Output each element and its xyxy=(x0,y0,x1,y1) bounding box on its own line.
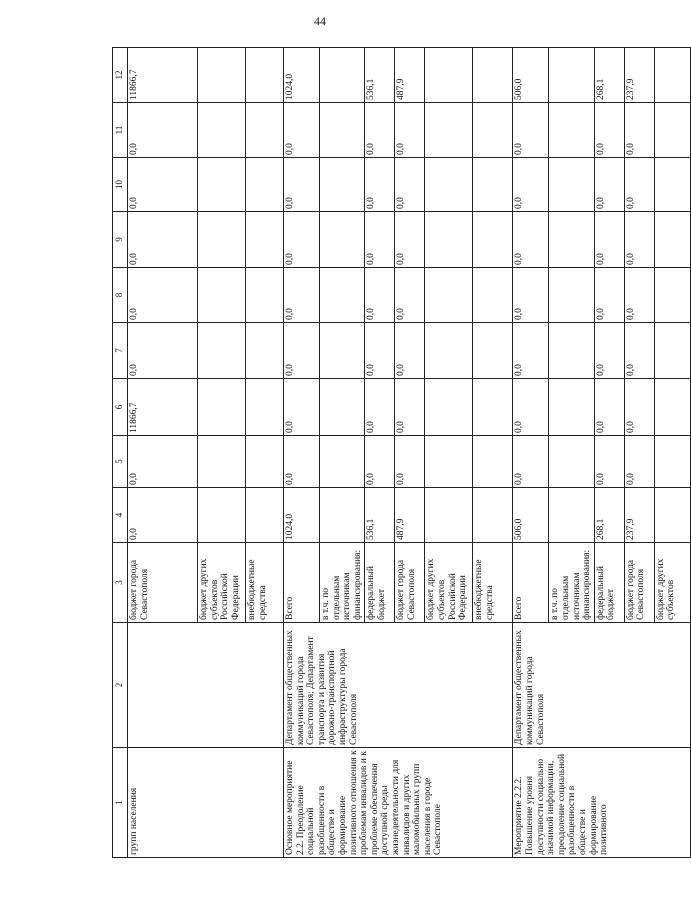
value-cell: 0,0 xyxy=(624,212,654,268)
value-cell: 0,0 xyxy=(624,158,654,212)
value-cell xyxy=(246,323,284,379)
value-cell: 0,0 xyxy=(284,323,320,379)
value-cell: 0,0 xyxy=(395,379,425,436)
value-cell xyxy=(320,488,365,543)
value-cell: 0,0 xyxy=(365,436,395,488)
value-cell xyxy=(425,379,473,436)
value-cell xyxy=(425,323,473,379)
value-cell xyxy=(425,436,473,488)
value-cell: 0,0 xyxy=(284,212,320,268)
value-cell: 0,0 xyxy=(128,268,198,323)
value-cell xyxy=(654,268,690,323)
measure-name-cell: групп населения xyxy=(128,748,284,858)
funding-source-cell: бюджет города Севастополя xyxy=(624,543,654,623)
value-cell xyxy=(654,48,690,103)
value-cell xyxy=(473,488,513,543)
column-number: 2 xyxy=(113,623,128,748)
value-cell xyxy=(246,379,284,436)
value-cell xyxy=(198,323,246,379)
funding-source-cell: бюджет других субъектов Российской Федерации xyxy=(198,543,246,623)
value-cell xyxy=(549,212,594,268)
value-cell: 0,0 xyxy=(395,212,425,268)
value-cell: 0,0 xyxy=(395,436,425,488)
value-cell xyxy=(246,48,284,103)
value-cell: 0,0 xyxy=(624,103,654,158)
budget-table xyxy=(112,47,691,858)
value-cell: 0,0 xyxy=(365,158,395,212)
funding-source-cell: Всего xyxy=(284,543,320,623)
value-cell xyxy=(654,103,690,158)
value-cell xyxy=(246,158,284,212)
value-cell: 0,0 xyxy=(128,212,198,268)
value-cell xyxy=(425,158,473,212)
value-cell xyxy=(425,268,473,323)
value-cell xyxy=(198,158,246,212)
value-cell xyxy=(549,488,594,543)
value-cell: 0,0 xyxy=(128,158,198,212)
measure-name-cell: Основное мероприятие 2.2. Преодоление социальной разобщенности в обществе и формирование позитивного отношения к проблемам инвалидов и к проблеме обеспечения доступной среды жизнедеятельности для инвалидов и других маломобильных групп населения в городе Севастополе xyxy=(284,748,513,858)
rotated-table-container xyxy=(112,48,677,858)
column-number: 3 xyxy=(113,543,128,623)
table-body xyxy=(113,48,691,858)
value-cell xyxy=(549,323,594,379)
value-cell: 0,0 xyxy=(128,323,198,379)
funding-source-cell: бюджет других субъектов Российской Федерации xyxy=(425,543,473,623)
page-number: 44 xyxy=(314,14,326,28)
table-row xyxy=(128,48,198,858)
value-cell xyxy=(320,323,365,379)
value-cell xyxy=(246,488,284,543)
column-number: 9 xyxy=(113,212,128,268)
value-cell xyxy=(473,212,513,268)
value-cell xyxy=(549,268,594,323)
value-cell xyxy=(198,103,246,158)
funding-source-cell: в т.ч. по отдельным источникам финансирования: xyxy=(549,543,594,623)
value-cell xyxy=(654,212,690,268)
value-cell xyxy=(198,488,246,543)
value-cell: 0,0 xyxy=(284,379,320,436)
value-cell: 0,0 xyxy=(395,103,425,158)
value-cell: 0,0 xyxy=(395,268,425,323)
value-cell: 487,9 xyxy=(395,48,425,103)
value-cell: 0,0 xyxy=(513,212,549,268)
value-cell: 268,1 xyxy=(594,48,624,103)
value-cell: 0,0 xyxy=(594,436,624,488)
value-cell xyxy=(654,323,690,379)
value-cell: 0,0 xyxy=(624,379,654,436)
value-cell: 268,1 xyxy=(594,488,624,543)
value-cell xyxy=(320,212,365,268)
value-cell xyxy=(320,379,365,436)
value-cell: 0,0 xyxy=(594,158,624,212)
value-cell xyxy=(246,103,284,158)
column-number: 11 xyxy=(113,103,128,158)
value-cell: 237,9 xyxy=(624,488,654,543)
value-cell xyxy=(549,379,594,436)
value-cell xyxy=(549,436,594,488)
value-cell xyxy=(473,268,513,323)
value-cell xyxy=(654,436,690,488)
column-number: 6 xyxy=(113,379,128,436)
value-cell xyxy=(425,48,473,103)
value-cell xyxy=(473,48,513,103)
value-cell: 0,0 xyxy=(513,103,549,158)
value-cell: 0,0 xyxy=(284,436,320,488)
value-cell xyxy=(473,323,513,379)
value-cell xyxy=(473,103,513,158)
value-cell: 0,0 xyxy=(513,268,549,323)
value-cell: 0,0 xyxy=(594,268,624,323)
value-cell: 237,9 xyxy=(624,48,654,103)
value-cell xyxy=(549,48,594,103)
value-cell: 0,0 xyxy=(365,212,395,268)
header-row xyxy=(113,48,128,858)
value-cell: 1024,0 xyxy=(284,48,320,103)
value-cell: 0,0 xyxy=(365,103,395,158)
value-cell: 506,0 xyxy=(513,48,549,103)
value-cell: 0,0 xyxy=(284,268,320,323)
column-number: 7 xyxy=(113,323,128,379)
value-cell: 0,0 xyxy=(284,158,320,212)
value-cell xyxy=(473,436,513,488)
value-cell: 11866,7 xyxy=(128,379,198,436)
value-cell xyxy=(320,48,365,103)
measure-name-cell: Мероприятие 2.2.2. Повышение уровня доступности социально значимой информации, преодоление социальной разобщенности в обществе и формирование позитивного xyxy=(513,748,690,858)
value-cell: 0,0 xyxy=(594,323,624,379)
value-cell: 0,0 xyxy=(284,103,320,158)
column-number: 10 xyxy=(113,158,128,212)
value-cell: 536,1 xyxy=(365,488,395,543)
value-cell: 506,0 xyxy=(513,488,549,543)
value-cell xyxy=(654,158,690,212)
value-cell xyxy=(549,103,594,158)
value-cell xyxy=(198,212,246,268)
funding-source-cell: бюджет города Севастополя xyxy=(128,543,198,623)
value-cell: 0,0 xyxy=(395,158,425,212)
value-cell: 0,0 xyxy=(395,323,425,379)
value-cell: 0,0 xyxy=(594,212,624,268)
value-cell xyxy=(425,488,473,543)
executor-cell: Департамент общественных коммуникаций города Севастополя xyxy=(513,623,690,748)
value-cell xyxy=(198,48,246,103)
column-number: 1 xyxy=(113,748,128,858)
table-row xyxy=(513,48,549,858)
value-cell xyxy=(320,268,365,323)
value-cell xyxy=(425,103,473,158)
value-cell xyxy=(246,436,284,488)
value-cell xyxy=(654,379,690,436)
value-cell: 0,0 xyxy=(594,103,624,158)
value-cell: 0,0 xyxy=(624,323,654,379)
funding-source-cell: федеральный бюджет xyxy=(365,543,395,623)
column-number: 4 xyxy=(113,488,128,543)
funding-source-cell: внебюджетные средства xyxy=(473,543,513,623)
value-cell: 0,0 xyxy=(128,488,198,543)
funding-source-cell: Всего xyxy=(513,543,549,623)
funding-source-cell: бюджет города Севастополя xyxy=(395,543,425,623)
value-cell xyxy=(246,268,284,323)
value-cell xyxy=(473,158,513,212)
value-cell: 0,0 xyxy=(624,268,654,323)
value-cell xyxy=(320,103,365,158)
funding-source-cell: в т.ч. по отдельным источникам финансирования: xyxy=(320,543,365,623)
column-number: 12 xyxy=(113,48,128,103)
funding-source-cell: федеральный бюджет xyxy=(594,543,624,623)
value-cell xyxy=(654,488,690,543)
value-cell xyxy=(473,379,513,436)
executor-cell: Департамент общественных коммуникаций города Севастополя; Департамент транспорта и развития дорожно-транспортной инфраструктуры города Севастополя xyxy=(284,623,513,748)
value-cell: 0,0 xyxy=(365,379,395,436)
value-cell: 1024,0 xyxy=(284,488,320,543)
value-cell: 0,0 xyxy=(365,268,395,323)
value-cell: 0,0 xyxy=(513,379,549,436)
value-cell xyxy=(320,158,365,212)
value-cell: 536,1 xyxy=(365,48,395,103)
value-cell xyxy=(246,212,284,268)
value-cell: 0,0 xyxy=(513,158,549,212)
value-cell: 0,0 xyxy=(513,323,549,379)
value-cell xyxy=(198,379,246,436)
value-cell: 0,0 xyxy=(513,436,549,488)
column-number: 8 xyxy=(113,268,128,323)
value-cell xyxy=(549,158,594,212)
value-cell xyxy=(320,436,365,488)
value-cell: 0,0 xyxy=(594,379,624,436)
value-cell xyxy=(198,268,246,323)
value-cell: 0,0 xyxy=(128,436,198,488)
funding-source-cell: внебюджетные средства xyxy=(246,543,284,623)
value-cell: 487,9 xyxy=(395,488,425,543)
executor-cell xyxy=(128,623,284,748)
column-number: 5 xyxy=(113,436,128,488)
value-cell: 11866,7 xyxy=(128,48,198,103)
value-cell xyxy=(198,436,246,488)
funding-source-cell: бюджет других субъектов xyxy=(654,543,690,623)
value-cell: 0,0 xyxy=(624,436,654,488)
value-cell: 0,0 xyxy=(365,323,395,379)
value-cell xyxy=(425,212,473,268)
table-row xyxy=(284,48,320,858)
value-cell: 0,0 xyxy=(128,103,198,158)
